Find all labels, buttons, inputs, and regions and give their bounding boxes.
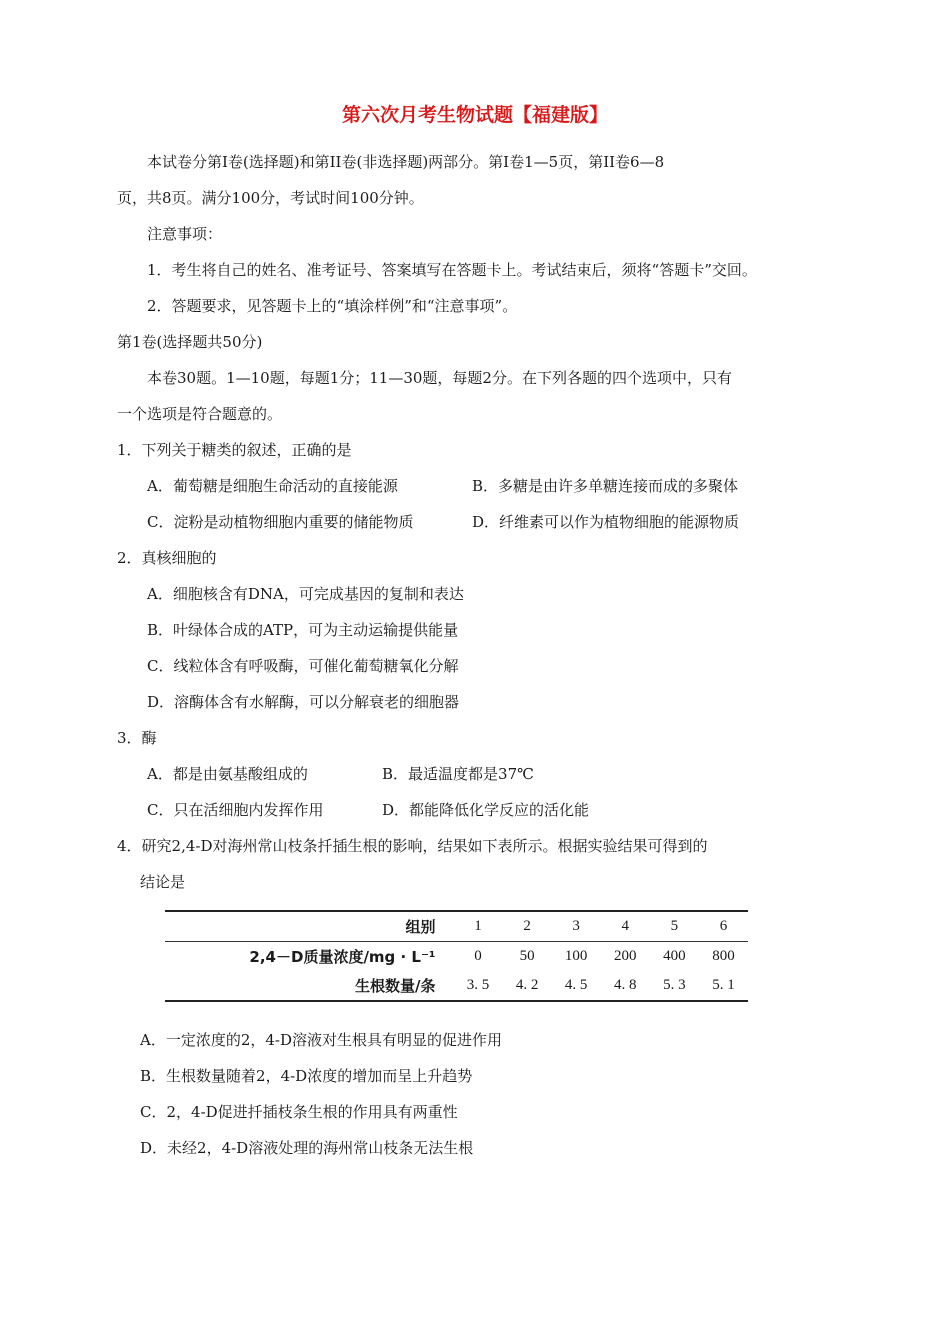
part1-desc-2: 一个选项是符合题意的。 bbox=[117, 405, 283, 423]
q2-option-d: D．溶酶体含有水解酶，可以分解衰老的细胞器 bbox=[147, 693, 460, 711]
concentration-cell: 800 bbox=[712, 948, 735, 964]
q2-option-a: A．细胞核含有DNA，可完成基因的复制和表达 bbox=[147, 585, 464, 603]
q4-stem-1: 4．研究2,4-D对海州常山枝条扦插生根的影响，结果如下表所示。根据实验结果可得到的 bbox=[117, 837, 708, 855]
q2-stem: 2．真核细胞的 bbox=[117, 549, 217, 567]
q4-option-c: C．2，4-D促进扦插枝条生根的作用具有两重性 bbox=[140, 1103, 458, 1121]
q3-option-c: C．只在活细胞内发挥作用 bbox=[147, 801, 324, 819]
roots-cell: 4. 2 bbox=[515, 977, 539, 993]
group-cell: 4 bbox=[601, 911, 650, 942]
roots-cell: 4. 8 bbox=[614, 977, 637, 993]
roots-cell: 5. 1 bbox=[712, 977, 735, 993]
concentration-cell: 50 bbox=[519, 948, 535, 964]
group-cell: 1 bbox=[453, 911, 502, 942]
page-title: 第六次月考生物试题【福建版】 bbox=[341, 104, 608, 126]
part1-desc-1: 本卷30题。1—10题，每题1分；11—30题，每题2分。在下列各题的四个选项中，只有 bbox=[147, 369, 732, 387]
q1-stem: 1．下列关于糖类的叙述，正确的是 bbox=[117, 441, 352, 459]
concentration-cell: 100 bbox=[564, 948, 588, 964]
row-label-concentration: 2,4－D质量浓度/mg · L⁻¹ bbox=[249, 948, 436, 966]
results-table bbox=[165, 910, 748, 1002]
intro-line-2: 页，共8页。满分100分，考试时间100分钟。 bbox=[117, 189, 424, 207]
notice-item-2: 2．答题要求，见答题卡上的“填涂样例”和“注意事项”。 bbox=[147, 297, 518, 315]
q3-stem: 3．酶 bbox=[117, 729, 157, 747]
notice-item-1: 1．考生将自己的姓名、准考证号、答案填写在答题卡上。考试结束后，须将“答题卡”交回。 bbox=[147, 261, 757, 279]
q1-option-c: C．淀粉是动植物细胞内重要的储能物质 bbox=[147, 513, 414, 531]
roots-cell: 3. 5 bbox=[466, 977, 490, 993]
group-cell: 2 bbox=[503, 911, 552, 942]
q3-option-a: A．都是由氨基酸组成的 bbox=[147, 765, 308, 783]
group-cell: 5 bbox=[650, 911, 699, 942]
table-row-group bbox=[165, 911, 748, 942]
part1-heading: 第1卷(选择题共50分) bbox=[117, 333, 263, 351]
intro-line-1: 本试卷分第I卷(选择题)和第II卷(非选择题)两部分。第I卷1—5页，第II卷6—8 bbox=[147, 153, 665, 171]
q1-option-d: D．纤维素可以作为植物细胞的能源物质 bbox=[472, 513, 740, 531]
q2-option-c: C．线粒体含有呼吸酶，可催化葡萄糖氧化分解 bbox=[147, 657, 459, 675]
roots-cell: 5. 3 bbox=[663, 977, 686, 993]
group-cell: 3 bbox=[552, 911, 601, 942]
q4-stem-2: 结论是 bbox=[140, 873, 186, 891]
q4-option-a: A．一定浓度的2，4-D溶液对生根具有明显的促进作用 bbox=[140, 1031, 503, 1049]
concentration-cell: 0 bbox=[474, 948, 482, 964]
table-row-concentration bbox=[165, 942, 748, 972]
roots-cell: 4. 5 bbox=[564, 977, 588, 993]
q3-option-d: D．都能降低化学反应的活化能 bbox=[382, 801, 590, 819]
q2-option-b: B．叶绿体合成的ATP，可为主动运输提供能量 bbox=[147, 621, 459, 639]
q1-option-b: B．多糖是由许多单糖连接而成的多聚体 bbox=[472, 477, 739, 495]
row-label-roots: 生根数量/条 bbox=[355, 977, 436, 995]
concentration-cell: 200 bbox=[614, 948, 637, 964]
q4-option-b: B．生根数量随着2，4-D浓度的增加而呈上升趋势 bbox=[140, 1067, 473, 1085]
row-label-group: 组别 bbox=[165, 911, 453, 942]
group-cell: 6 bbox=[699, 911, 748, 942]
q4-option-d: D．未经2，4-D溶液处理的海州常山枝条无法生根 bbox=[140, 1139, 474, 1157]
q1-option-a: A．葡萄糖是细胞生命活动的直接能源 bbox=[147, 477, 398, 495]
notice-heading: 注意事项： bbox=[147, 225, 223, 243]
q3-option-b: B．最适温度都是37℃ bbox=[382, 765, 534, 783]
table-row-roots bbox=[165, 971, 748, 1001]
concentration-cell: 400 bbox=[663, 948, 686, 964]
